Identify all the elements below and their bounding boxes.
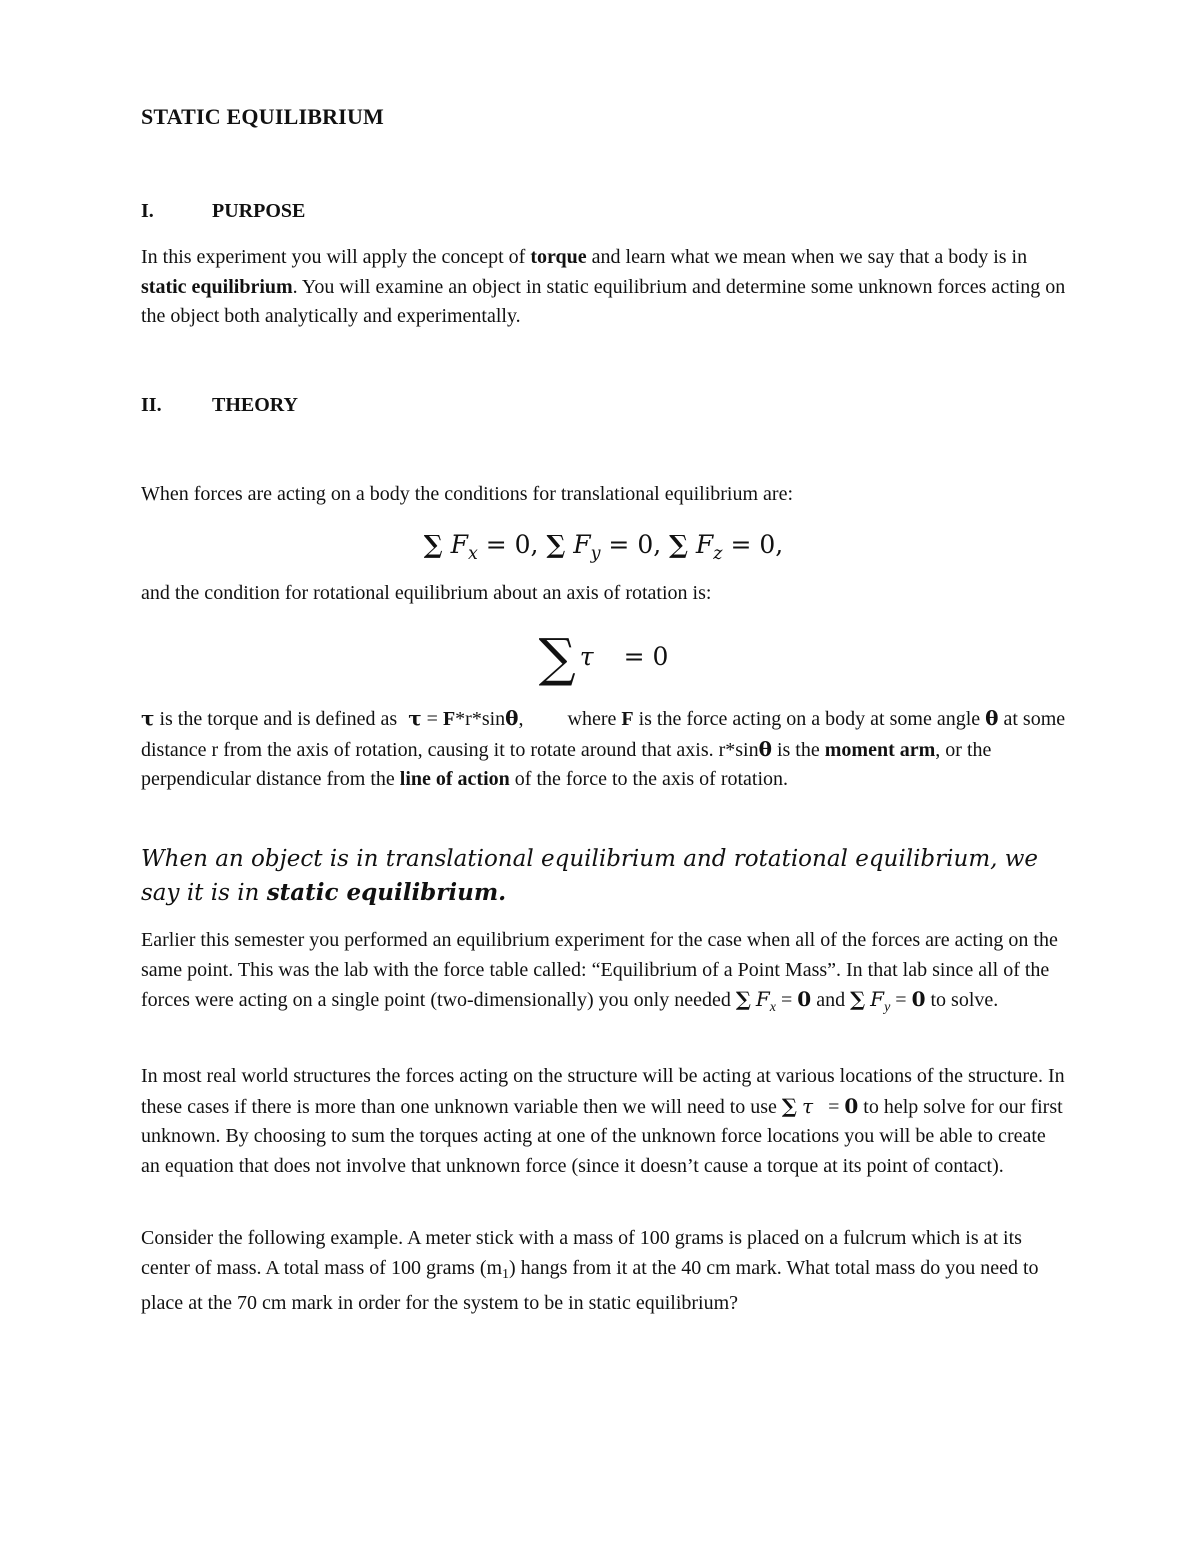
- sigma-symbol: ∑: [423, 530, 443, 559]
- subscript-y: y: [590, 544, 601, 565]
- text-run: In most real world structures the forces acting on the structure will be acting at various locations of the structure. In these cases if there is more than one unknown variable then we will need to use: [141, 1065, 1065, 1118]
- sigma-symbol: ∑: [546, 530, 566, 559]
- text-run: , or the perpendicular distance from the: [141, 738, 992, 790]
- text-run: where: [567, 708, 622, 730]
- section-title: PURPOSE: [212, 200, 306, 222]
- text-run: Consider the following example. A meter stick with a mass of 100 grams is placed on a fulcrum which is at its center of mass. A total mass of 100 grams (m: [141, 1227, 1022, 1279]
- tau-symbol: τ: [408, 706, 422, 730]
- text-run: is the force acting on a body at some angle: [633, 708, 986, 730]
- text-run: =: [776, 989, 798, 1011]
- zero: 0: [911, 987, 926, 1011]
- zero: 0: [797, 987, 812, 1011]
- subscript-1: 1: [502, 1266, 510, 1282]
- equation-rotational: [141, 622, 1066, 692]
- zero: 0: [844, 1093, 859, 1118]
- text-run: . You will examine an object in static equilibrium and determine some unknown forces acting on the object both analytically and experimentally.: [141, 275, 1066, 327]
- force-symbol: F: [695, 530, 714, 559]
- force-symbol: F: [755, 987, 770, 1011]
- translational-intro: When forces are acting on a body the conditions for translational equilibrium are:: [141, 483, 794, 505]
- text-run: Earlier this semester you performed an equilibrium experiment for the case when all of the forces are acting on the same point. This was the lab with the force table called: “Equilibrium of a Point Mass”. In that lab since all of the forces were acting on a single point (two-dimensionally) you only needed: [141, 929, 1058, 1011]
- equals-zero: = 0: [623, 642, 669, 671]
- subscript-y: y: [884, 999, 891, 1015]
- force-symbol: F: [621, 708, 634, 730]
- sigma-symbol: ∑: [781, 1093, 797, 1118]
- earlier-experiment-paragraph: [141, 926, 1066, 1022]
- text-run: is the torque and is defined as: [154, 708, 403, 730]
- section-title: THEORY: [212, 394, 298, 416]
- force-symbol: F: [442, 708, 456, 730]
- section-heading-theory: [141, 394, 298, 417]
- text-run: of the force to the axis of rotation.: [509, 768, 789, 790]
- term-line-of-action: line of action: [399, 768, 510, 790]
- term-moment-arm: moment arm: [824, 738, 936, 761]
- text-run: When an object is in translational equilibrium and rotational equilibrium, we say it is in: [141, 846, 1039, 906]
- force-symbol: F: [870, 987, 885, 1011]
- term-torque: torque: [530, 246, 587, 268]
- sigma-symbol: ∑: [850, 987, 866, 1011]
- text-run: is the: [771, 738, 825, 761]
- sigma-symbol: ∑: [669, 530, 688, 559]
- section-heading-purpose: [141, 200, 305, 223]
- text-run: =: [890, 989, 912, 1011]
- tau-symbol: τ: [579, 642, 594, 671]
- subscript-x: x: [467, 544, 478, 565]
- real-world-paragraph: [141, 1062, 1066, 1181]
- text-run: ,: [518, 708, 524, 730]
- section-number: II.: [141, 394, 162, 416]
- sigma-symbol: ∑: [735, 987, 751, 1011]
- equals-zero: = 0,: [477, 530, 547, 559]
- example-paragraph: [141, 1224, 1066, 1319]
- torque-definition: [141, 704, 1066, 795]
- text-run: ) hangs from it at the 40 cm mark. What total mass do you need to place at the 70 cm mark in order for the system to be in static equilibrium?: [141, 1256, 1039, 1315]
- theta-symbol: θ: [758, 736, 772, 761]
- force-symbol: F: [573, 530, 591, 559]
- document-title: STATIC EQUILIBRIUM: [141, 104, 385, 129]
- text-run: to solve.: [925, 989, 999, 1011]
- rotational-intro: and the condition for rotational equilibrium about an axis of rotation is:: [141, 582, 712, 604]
- text-run: at some distance r from the axis of rotation, causing it to rotate around that axis. r*sin: [141, 708, 1066, 761]
- term-static-equilibrium: static equilibrium.: [266, 879, 507, 906]
- equation-translational: [141, 528, 1066, 571]
- theta-symbol: θ: [985, 706, 999, 730]
- force-symbol: F: [450, 530, 468, 559]
- text-run: and learn what we mean when we say that a body is in: [586, 246, 1028, 268]
- section-number: I.: [141, 200, 154, 222]
- static-equilibrium-statement: [141, 843, 1066, 910]
- text-run: In this experiment you will apply the concept of: [141, 246, 531, 268]
- theta-symbol: θ: [505, 706, 519, 730]
- text-run: =: [421, 708, 443, 730]
- purpose-paragraph: [141, 243, 1066, 332]
- sigma-symbol: ∑: [538, 628, 576, 689]
- subscript-z: z: [713, 544, 723, 565]
- text-run: to help solve for our first unknown. By choosing to sum the torques acting at one of the unknown force locations you will be able to create an equation that does not involve that unknown force (since it doesn’t cause a torque at its point of contact).: [141, 1095, 1063, 1177]
- text-run: and: [811, 989, 851, 1011]
- subscript-x: x: [769, 999, 777, 1015]
- text-run: *r*sin: [455, 708, 506, 730]
- equals-zero: = 0,: [722, 530, 784, 559]
- equals-zero: = 0,: [600, 530, 670, 559]
- term-static-equilibrium: static equilibrium: [141, 275, 293, 298]
- text-run: =: [813, 1095, 845, 1118]
- tau-symbol: τ: [801, 1093, 814, 1118]
- tau-symbol: τ: [141, 706, 155, 730]
